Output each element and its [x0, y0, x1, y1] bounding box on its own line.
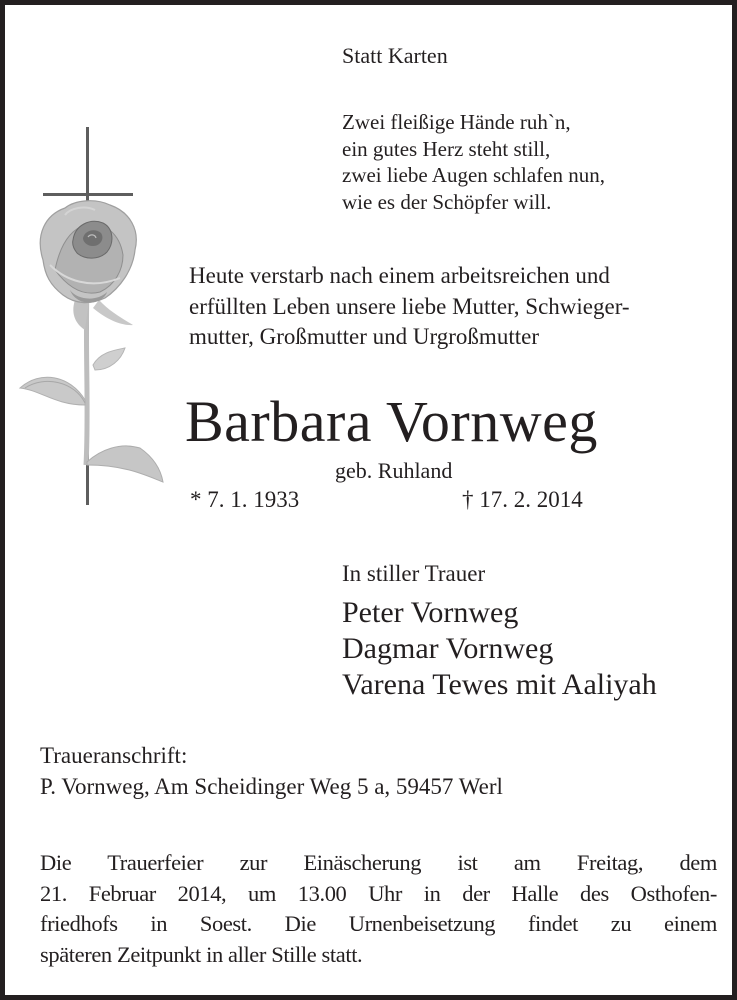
poem-line: ein gutes Herz steht still,: [342, 136, 551, 161]
mourners-list: [342, 595, 657, 703]
address-label: Traueranschrift:: [40, 743, 188, 768]
poem-line: wie es der Schöpfer will.: [342, 189, 552, 214]
birth-date: * 7. 1. 1933: [190, 487, 300, 512]
address-value: P. Vornweg, Am Scheidinger Weg 5 a, 59457 Werl: [40, 774, 503, 799]
deceased-name: Barbara Vornweg: [185, 389, 598, 454]
statt-karten-label: Statt Karten: [342, 43, 448, 68]
announcement-line: mutter, Großmutter und Urgroßmutter: [189, 324, 539, 349]
ceremony-line: späteren Zeitpunkt in aller Stille statt.: [40, 941, 363, 967]
announcement-line: erfüllten Leben unsere liebe Mutter, Schwieger-: [189, 293, 630, 319]
ceremony-line: friedhofs in Soest. Die Urnenbeisetzung findet zu einem: [40, 911, 717, 936]
maiden-name: geb. Ruhland: [335, 458, 453, 483]
mourner-name: Dagmar Vornweg: [342, 632, 554, 665]
poem-line: Zwei fleißige Hände ruh`n,: [342, 110, 571, 134]
announcement-line: Heute verstarb nach einem arbeitsreichen und: [189, 263, 610, 288]
mourner-name: Peter Vornweg: [342, 596, 519, 629]
ceremony-line: Die Trauerfeier zur Einäscherung ist am Freitag, dem: [40, 850, 717, 875]
ceremony-details: [40, 848, 717, 970]
mourners-heading: In stiller Trauer: [342, 561, 486, 586]
mourner-name: Varena Tewes mit Aaliyah: [342, 668, 657, 701]
cross-rose-icon: [15, 120, 185, 515]
ceremony-line: 21. Februar 2014, um 13.00 Uhr in der Halle des Osthofen-: [40, 880, 717, 906]
poem-line: zwei liebe Augen schlafen nun,: [342, 163, 605, 187]
announcement-text: [189, 261, 630, 353]
poem-verse: [342, 109, 605, 215]
death-date: † 17. 2. 2014: [462, 487, 583, 512]
